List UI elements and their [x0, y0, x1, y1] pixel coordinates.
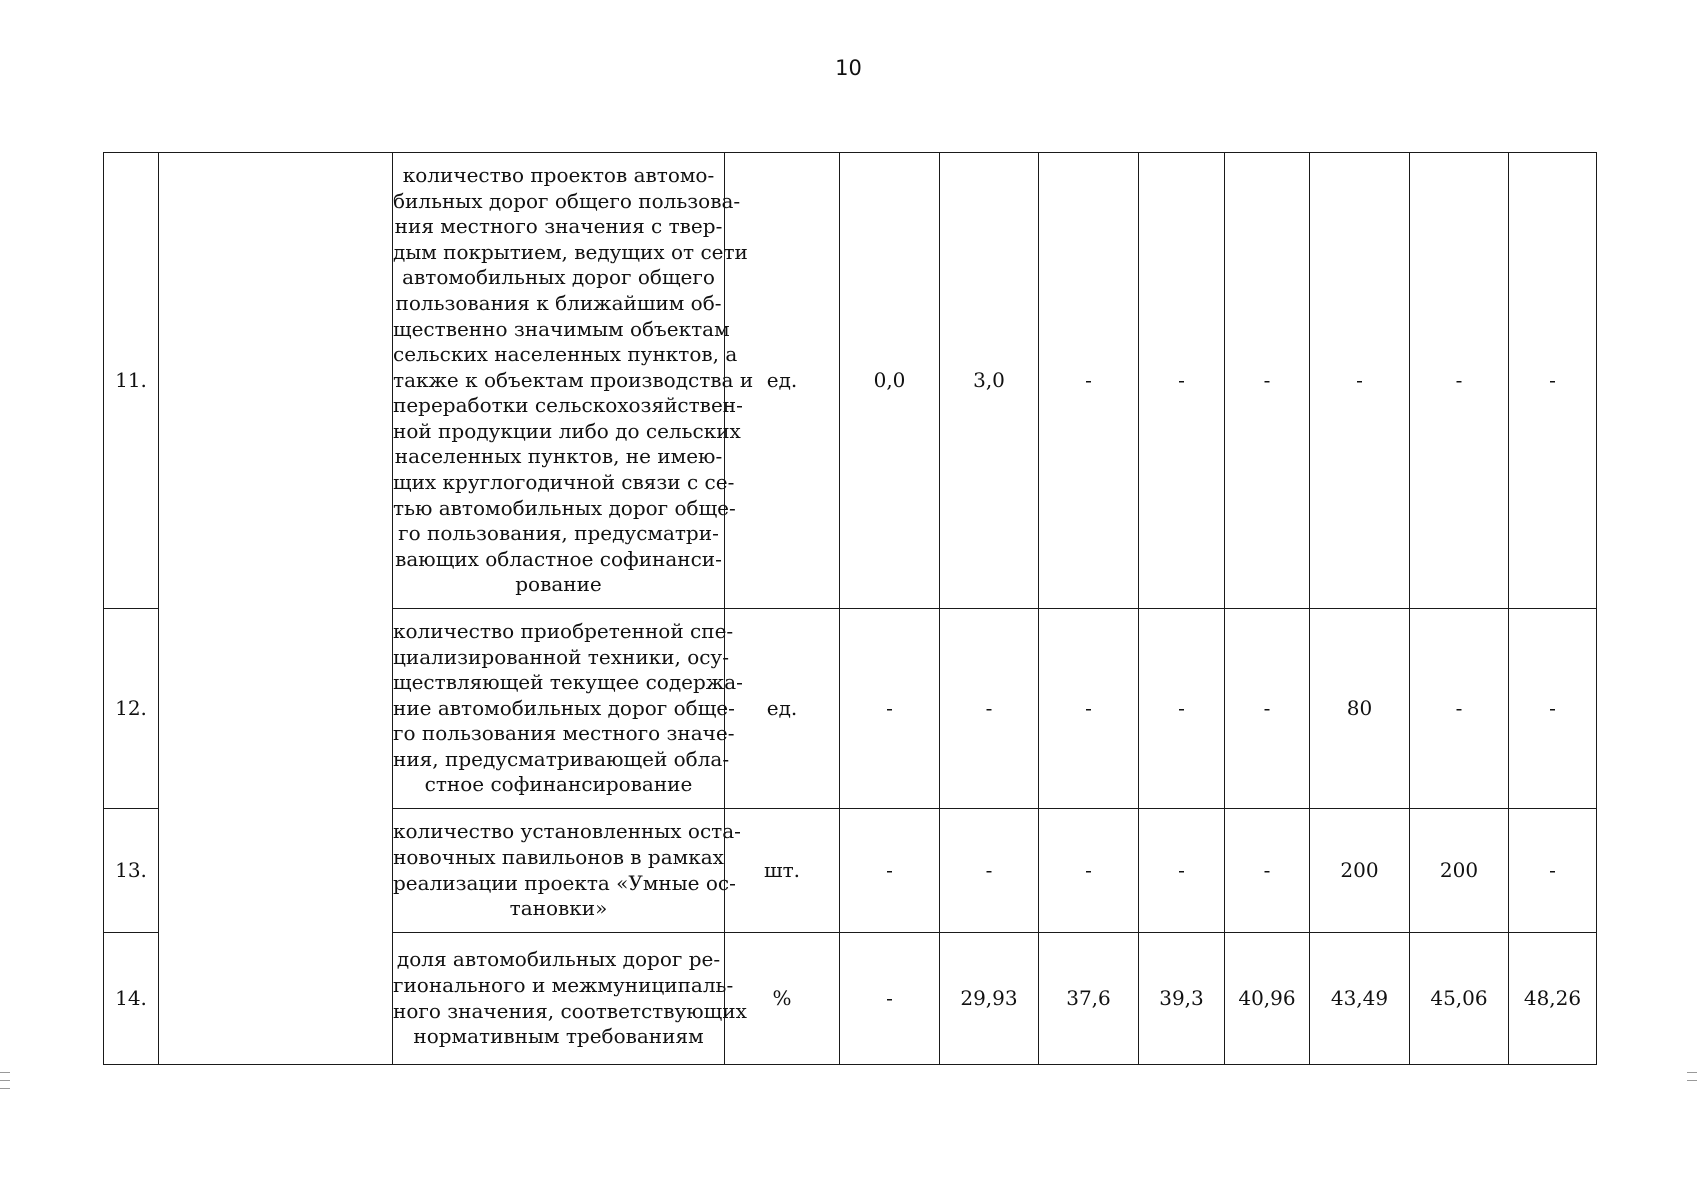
value-cell: -: [840, 609, 940, 809]
value-cell: 39,3: [1139, 933, 1225, 1065]
row-number: 14.: [104, 933, 159, 1065]
description-line: количество установленных оста-: [393, 819, 741, 844]
row-number: 13.: [104, 809, 159, 933]
value-cell: 43,49: [1310, 933, 1410, 1065]
value-cell: 29,93: [940, 933, 1039, 1065]
description-line: рование: [515, 572, 602, 597]
description-line: щественно значимым объектам: [393, 316, 730, 341]
scan-artifact: [1687, 1080, 1697, 1081]
scan-artifact: [0, 1080, 10, 1081]
value-cell: -: [1410, 153, 1509, 609]
description-line: доля автомобильных дорог ре-: [396, 947, 721, 972]
row-number: 11.: [104, 153, 159, 609]
value-cell: 3,0: [940, 153, 1039, 609]
value-cell: -: [940, 809, 1039, 933]
scan-artifact: [0, 1072, 10, 1073]
description-line: бильных дорог общего пользова-: [393, 188, 741, 213]
indicator-description: [393, 933, 747, 1065]
description-line: ществляющей текущее содержа-: [393, 670, 743, 695]
row-number: 12.: [104, 609, 159, 809]
value-cell: 48,26: [1509, 933, 1597, 1065]
table-row: [104, 153, 1597, 609]
unit-cell: %: [725, 933, 840, 1065]
description-line: сельских населенных пунктов, а: [393, 342, 738, 367]
description-line: стное софинансирование: [424, 772, 693, 797]
value-cell: -: [940, 609, 1039, 809]
value-cell: 0,0: [840, 153, 940, 609]
indicators-table: [103, 152, 1597, 1065]
value-cell: -: [1509, 609, 1597, 809]
value-cell: -: [1509, 809, 1597, 933]
value-cell: -: [1225, 809, 1310, 933]
value-cell: -: [1225, 609, 1310, 809]
description-line: реализации проекта «Умные ос-: [393, 870, 736, 895]
description-line: го пользования местного значе-: [393, 721, 735, 746]
value-cell: -: [1039, 809, 1139, 933]
description-line: циализированной техники, осу-: [393, 644, 729, 669]
description-line: ние автомобильных дорог обще-: [393, 695, 735, 720]
program-name-cell: [159, 153, 393, 1065]
value-cell: -: [1225, 153, 1310, 609]
value-cell: -: [1139, 809, 1225, 933]
description-line: вающих областное софинанси-: [395, 546, 722, 571]
indicator-description: [393, 609, 743, 809]
description-line: тановки»: [509, 896, 608, 921]
description-line: переработки сельскохозяйствен-: [393, 393, 743, 418]
description-line: го пользования, предусматри-: [398, 521, 719, 546]
description-line: населенных пунктов, не имею-: [394, 444, 723, 469]
description-line: ния местного значения с твер-: [394, 214, 723, 239]
value-cell: 80: [1310, 609, 1410, 809]
scan-artifact: [0, 1088, 10, 1089]
value-cell: -: [840, 809, 940, 933]
value-cell: 40,96: [1225, 933, 1310, 1065]
unit-cell: ед.: [725, 153, 840, 609]
description-line: щих круглогодичной связи с се-: [393, 470, 735, 495]
description-line: количество приобретенной спе-: [393, 618, 734, 643]
value-cell: 200: [1410, 809, 1509, 933]
description-line: нормативным требованиям: [413, 1024, 704, 1049]
value-cell: 200: [1310, 809, 1410, 933]
indicator-description: [393, 809, 741, 933]
value-cell: -: [1039, 609, 1139, 809]
description-line: гионального и межмуниципаль-: [393, 972, 734, 997]
value-cell: -: [1310, 153, 1410, 609]
description-line: автомобильных дорог общего: [402, 265, 715, 290]
value-cell: -: [840, 933, 940, 1065]
value-cell: 37,6: [1039, 933, 1139, 1065]
value-cell: -: [1139, 609, 1225, 809]
unit-cell: ед.: [725, 609, 840, 809]
value-cell: -: [1139, 153, 1225, 609]
description-line: пользования к ближайшим об-: [395, 290, 722, 315]
unit-cell: шт.: [725, 809, 840, 933]
page-number: 10: [835, 56, 862, 80]
description-line: новочных павильонов в рамках: [393, 844, 724, 869]
value-cell: 45,06: [1410, 933, 1509, 1065]
description-line: ной продукции либо до сельских: [393, 418, 741, 443]
value-cell: -: [1410, 609, 1509, 809]
description-line: ного значения, соответствующих: [393, 998, 747, 1023]
description-line: количество проектов автомо-: [402, 162, 715, 187]
description-line: также к объектам производства и: [393, 367, 754, 392]
description-line: дым покрытием, ведущих от сети: [393, 239, 748, 264]
value-cell: -: [1039, 153, 1139, 609]
description-line: ния, предусматривающей обла-: [393, 746, 730, 771]
indicator-description: [393, 153, 754, 609]
value-cell: -: [1509, 153, 1597, 609]
scan-artifact: [1687, 1072, 1697, 1073]
description-line: тью автомобильных дорог обще-: [393, 495, 736, 520]
